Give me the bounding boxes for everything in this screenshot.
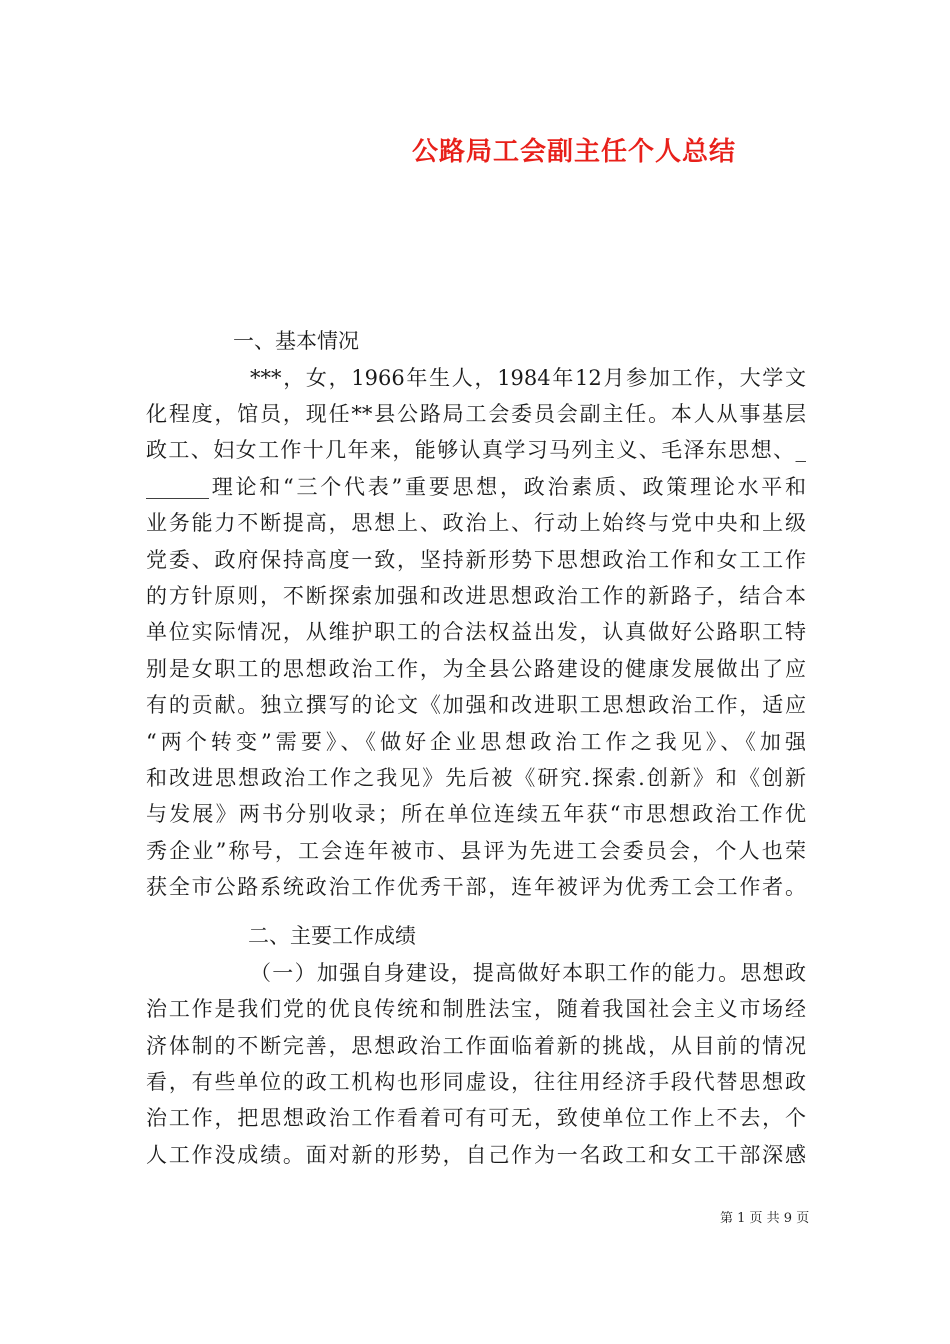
paragraph-line: 化程度，馆员，现任**县公路局工会委员会副主任。本人从事基层	[146, 402, 806, 426]
paragraph-line: 有的贡献。独立撰写的论文《加强和改进职工思想政治工作，适应	[146, 693, 806, 717]
document-title: 公路局工会副主任个人总结	[412, 137, 737, 167]
paragraph-line: 单位实际情况，从维护职工的合法权益出发，认真做好公路职工特	[146, 620, 806, 644]
paragraph-line: （一）加强自身建设，提高做好本职工作的能力。思想政	[250, 961, 806, 985]
paragraph-line: 人工作没成绩。面对新的形势，自己作为一名政工和女工干部深感	[146, 1143, 806, 1167]
paragraph-line: 与发展》两书分别收录；所在单位连续五年获“市思想政治工作优	[146, 802, 806, 826]
paragraph-line: 的方针原则，不断探索加强和改进思想政治工作的新路子，结合本	[146, 584, 806, 608]
paragraph-line: 党委、政府保持高度一致，坚持新形势下思想政治工作和女工工作	[146, 548, 806, 572]
page-number-footer: 第 1 页 共 9 页	[720, 1211, 810, 1226]
paragraph-line: 治工作，把思想政治工作看着可有可无，致使单位工作上不去，个	[146, 1106, 806, 1130]
paragraph-line: 别是女职工的思想政治工作，为全县公路建设的健康发展做出了应	[146, 657, 806, 681]
paragraph-line: ***，女，1966年生人，1984年12月参加工作，大学文	[250, 366, 806, 390]
section-heading-main-achievements: 二、主要工作成绩	[248, 924, 416, 948]
paragraph-line: 业务能力不断提高，思想上、政治上、行动上始终与党中央和上级	[146, 511, 806, 535]
paragraph-line: 获全市公路系统政治工作优秀干部，连年被评为优秀工会工作者。	[146, 875, 806, 899]
paragraph-line: 政工、妇女工作十几年来，能够认真学习马列主义、毛泽东思想、_	[146, 438, 806, 462]
paragraph-line: ______理论和“三个代表”重要思想，政治素质、政策理论水平和	[146, 475, 806, 499]
section-heading-basic-info: 一、基本情况	[233, 329, 359, 353]
paragraph-line: 秀企业”称号，工会连年被市、县评为先进工会委员会，个人也荣	[146, 839, 806, 863]
paragraph-line: 治工作是我们党的优良传统和制胜法宝，随着我国社会主义市场经	[146, 997, 806, 1021]
paragraph-line: 和改进思想政治工作之我见》先后被《研究.探索.创新》和《创新	[146, 766, 806, 790]
paragraph-line: 看，有些单位的政工机构也形同虚设，往往用经济手段代替思想政	[146, 1070, 806, 1094]
paragraph-line: “两个转变”需要》、《做好企业思想政治工作之我见》、《加强	[146, 730, 806, 754]
paragraph-line: 济体制的不断完善，思想政治工作面临着新的挑战，从目前的情况	[146, 1034, 806, 1058]
